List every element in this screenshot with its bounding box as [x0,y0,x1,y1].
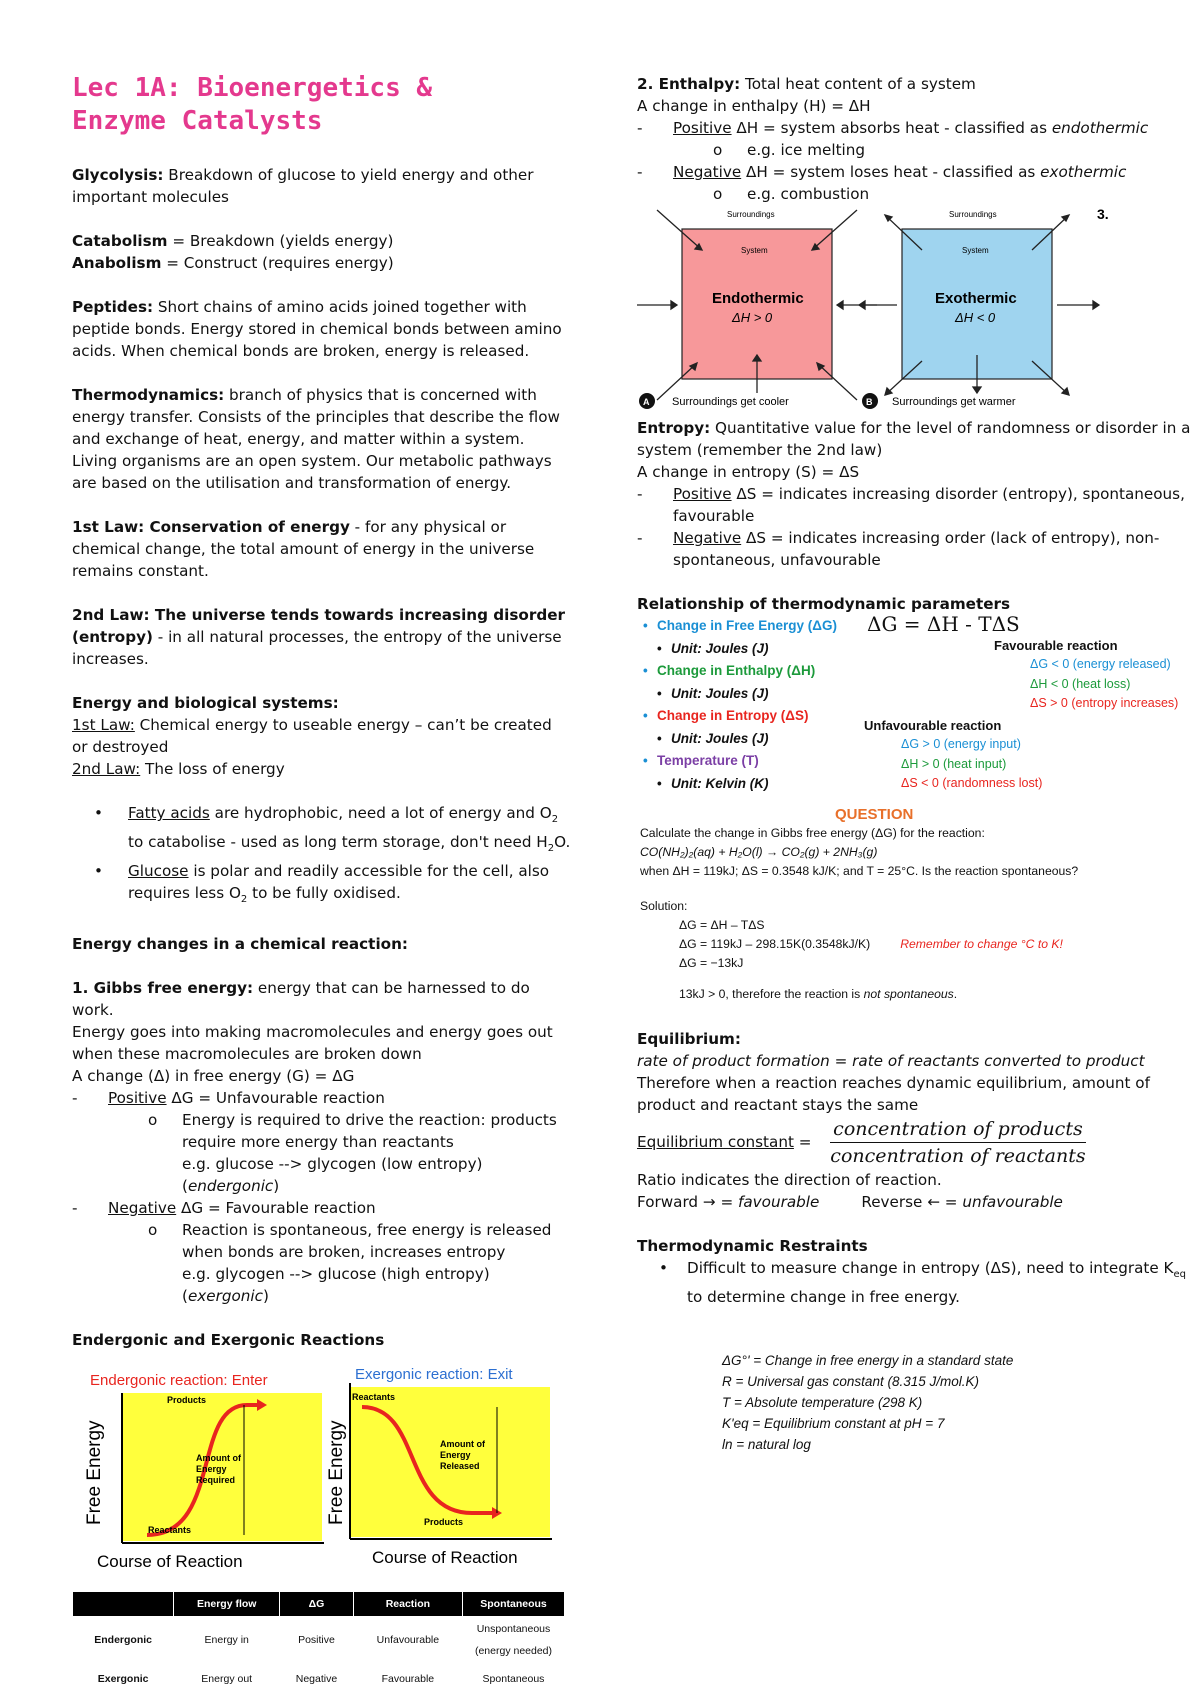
table-row [73,1617,565,1664]
fatty-acids-bullet: • Fatty acids are hydrophobic, need a lot of energy and $O_2$ to catabolise - used as long term storage, don't need $H_2O$. [72,802,572,860]
question-block [637,805,1197,1004]
solution-step2: ΔG = 119kJ – 298.15K(0.3548kJ/K) [679,937,871,951]
table-cell: Energy out [201,1673,253,1686]
equilibrium-heading: Equilibrium: [637,1030,741,1048]
endergonic-reactants: Reactants [148,1525,192,1536]
rel-item-t: • Temperature (T) [643,750,837,773]
table-header: Reaction [353,1592,462,1617]
relationship-block [637,612,1197,791]
rel-item-dh: • Change in Enthalpy (ΔH) [643,660,837,683]
relationship-heading: Relationship of thermodynamic parameters [637,595,1011,613]
gibbs-change: A change (Δ) in free energy (G) = ΔG [72,1067,355,1086]
title-line-1: Lec 1A: Bioenergetics & [72,73,433,103]
rel-item-ds: • Change in Entropy (ΔS) [643,705,837,728]
solution-step2-row [637,935,1197,954]
solution-step1: ΔG = ΔH – TΔS [679,918,765,932]
table-header: Energy flow [174,1592,280,1617]
solution-label: Solution: [640,899,688,913]
positive-dh-example: o e.g. ice melting [637,139,1197,161]
exergonic-x-label: Course of Reaction [372,1548,518,1568]
energy-summary-table [72,1591,565,1695]
question-title: QUESTION [835,806,914,823]
rel-unit-t: • Unit: Kelvin (K) [643,773,837,796]
endergonic-products: Products [167,1395,207,1406]
exergonic-released-3: Released [440,1461,480,1472]
equilibrium-constant-row: Equilibrium constant = $\frac{\text{concentration of products}}{\text{concentration of reactants}}$ [637,1118,1086,1167]
endo-eq: ΔH > 0 [732,310,773,325]
unfav-dg: ΔG > 0 (energy input) [901,737,1021,751]
table-cell: Positive [298,1634,335,1647]
label-a: A [643,397,650,407]
peptides-paragraph: Peptides: Short chains of amino acids joined together with peptide bonds. Energy stored in chemical bonds between amino acids. When chemical bonds are broken, energy is released. [72,298,562,360]
equilibrium-text: Therefore when a reaction reaches dynamic equilibrium, amount of product and reactant stays the same [637,1074,1150,1114]
fav-ds: ΔS > 0 (entropy increases) [1030,696,1179,710]
restraints-bullet: • Difficult to measure change in entropy (ΔS), need to integrate $K_{eq}$ to determine change in free energy. [637,1257,1197,1308]
caption-b: Surroundings get warmer [892,396,1016,408]
negative-dg-example: e.g. glycogen --> glucose (high entropy) (exergonic) [182,1265,490,1306]
equilibrium-italic: rate of product formation = rate of reactants converted to product [637,1052,1145,1070]
negative-dg-item: - Negative ΔG = Favourable reaction [72,1197,572,1219]
question-reaction: CO(NH₂)₂(aq) + H₂O(l) → CO₂(g) + 2NH₃(g) [640,845,878,859]
exergonic-products: Products [424,1517,464,1528]
endo-title: Endothermic [712,290,804,307]
ratio-text: Ratio indicates the direction of reaction. [637,1171,942,1189]
second-law-paragraph: 2nd Law: The universe tends towards increasing disorder (entropy) - in all natural processes, the entropy of the universe increases. [72,606,565,668]
table-header [73,1592,174,1617]
glycolysis-paragraph: Glycolysis: Breakdown of glucose to yield energy and other important molecules [72,166,534,206]
enthalpy-change: A change in enthalpy (H) = ΔH [637,97,871,115]
exo-eq: ΔH < 0 [955,310,996,325]
fav-dg: ΔG < 0 (energy released) [1030,657,1171,671]
table-row [73,1663,565,1695]
table-header: Spontaneous [463,1592,565,1617]
exo-title: Exothermic [935,290,1017,307]
question-line1: Calculate the change in Gibbs free energy (ΔG) for the reaction: [640,826,985,840]
endergonic-x-label: Course of Reaction [97,1552,243,1572]
table-header-row [73,1592,565,1617]
table-cell: Unfavourable [376,1634,440,1647]
legend-line: ln = natural log [722,1437,811,1453]
energy-diagrams [72,1365,572,1585]
exo-system: System [962,246,989,255]
endo-exo-figure [637,205,1157,417]
table-cell: Spontaneous [482,1673,545,1686]
negative-dh-item: - Negative ΔH = system loses heat - classified as exothermic [637,161,1197,183]
unfav-ds: ΔS < 0 (randomness lost) [901,776,1043,790]
endergonic-exergonic-heading: Endergonic and Exergonic Reactions [72,1331,385,1350]
negative-dh-example: o e.g. combustion [637,183,1197,205]
exergonic-released-2: Energy [440,1450,471,1461]
glucose-bullet: • Glucose is polar and readily accessible for the cell, also requires less $O_2$ to be fully oxidised. [72,860,572,911]
ebs-law1: 1st Law: Chemical energy to useable energy – can’t be created or destroyed [72,716,552,756]
symbols-legend [637,1350,1197,1455]
exergonic-reactants: Reactants [352,1392,396,1403]
unfav-dh: ΔH > 0 (heat input) [901,756,1007,771]
positive-dg-example: e.g. glucose --> glycogen (low entropy) (endergonic) [182,1155,483,1196]
unfavourable-label: Unfavourable reaction [864,718,1002,733]
endergonic-required-2: Energy [196,1464,227,1475]
table-cell: Negative [295,1673,338,1686]
legend-line: K'eq = Equilibrium constant at pH = 7 [722,1416,945,1432]
positive-dg-item: - Positive ΔG = Unfavourable reaction [72,1087,572,1109]
fav-dh: ΔH < 0 (heat loss) [1030,676,1131,691]
solution-note: Remember to change °C to K! [900,937,1063,951]
three-label: 3. [1097,206,1109,222]
rel-item-dg: • Change in Free Energy (ΔG) [643,615,837,638]
positive-dh-item: - Positive ΔH = system absorbs heat - classified as endothermic [637,117,1197,139]
thermodynamics-paragraph: Thermodynamics: branch of physics that is concerned with energy transfer. Consists of the principles that describe the flow and exchange of heat, energy, and matter within a system. Living organisms are an open system. Our metabolic pathways are based on the utilisation and transformation of energy. [72,386,560,492]
left-column [72,64,572,1695]
negative-dg-sub: o Reaction is spontaneous, free energy is released when bonds are broken, increases entropy [72,1219,572,1263]
title-line-2: Enzyme Catalysts [72,106,323,136]
table-cell: Energy in [204,1634,249,1647]
catabolism-line: Catabolism = Breakdown (yields energy) [72,232,394,250]
equilibrium-fraction [830,1118,1085,1167]
equilibrium-constant-label: Equilibrium constant [637,1133,794,1151]
endergonic-required-3: Required [196,1475,236,1486]
rel-unit-dh: • Unit: Joules (J) [643,683,837,706]
legend-line: T = Absolute temperature (298 K) [722,1395,923,1411]
ebs-law2: 2nd Law: The loss of energy [72,760,285,778]
gibbs-equation: ΔG = ΔH - TΔS [867,612,1020,636]
endergonic-required-1: Amount of [196,1453,241,1464]
exergonic-title: Exergonic reaction: Exit [355,1366,513,1384]
right-column [637,73,1197,1455]
exergonic-released-1: Amount of [440,1439,485,1450]
solution-step3: ΔG = −13kJ [679,956,744,970]
entropy-change: A change in entropy (S) = ΔS [637,463,860,481]
question-line3: when ΔH = 119kJ; ΔS = 0.3548 kJ/K; and T = 25°C. Is the reaction spontaneous? [640,864,1079,878]
gibbs-paragraph: 1. Gibbs free energy: energy that can be harnessed to do work. [72,979,530,1020]
table-header: ΔG [280,1592,354,1617]
legend-line: R = Universal gas constant (8.315 J/mol.K) [722,1374,979,1390]
page-title [72,72,572,138]
endergonic-title: Endergonic reaction: Enter [90,1372,268,1390]
table-cell: Unspontaneous (energy needed) [474,1623,553,1658]
endergonic-y-label: Free Energy [84,1420,105,1526]
restraints-heading: Thermodynamic Restraints [637,1237,868,1255]
favourable-label: Favourable reaction [994,638,1118,653]
rel-unit-ds: • Unit: Joules (J) [643,728,837,751]
endo-system: System [741,246,768,255]
energy-changes-heading: Energy changes in a chemical reaction: [72,935,408,954]
fraction-denominator: concentration of reactants [830,1145,1086,1167]
rel-unit-dg: • Unit: Joules (J) [643,638,837,661]
table-cell: Exergonic [97,1673,149,1686]
positive-dg-sub: o Energy is required to drive the reaction: products require more energy than reactants [72,1109,572,1153]
legend-line: ΔG°' = Change in free energy in a standard state [722,1353,1014,1369]
anabolism-line: Anabolism = Construct (requires energy) [72,254,394,272]
enthalpy-heading: 2. Enthalpy: Total heat content of a system [637,75,976,93]
energy-bio-systems-heading: Energy and biological systems: [72,694,339,712]
table-cell: Endergonic [94,1634,152,1647]
positive-ds-item: - Positive ΔS = indicates increasing disorder (entropy), spontaneous, favourable [637,483,1197,527]
endo-surroundings: Surroundings [727,210,775,219]
fraction-numerator: concentration of products [830,1118,1085,1143]
solution-conclusion: 13kJ > 0, therefore the reaction is not spontaneous. [679,987,958,1001]
exergonic-y-label: Free Energy [326,1420,347,1526]
first-law-paragraph: 1st Law: Conservation of energy - for any physical or chemical change, the total amount of energy in the universe remains constant. [72,518,535,580]
caption-a: Surroundings get cooler [672,396,789,408]
negative-ds-item: - Negative ΔS = indicates increasing order (lack of entropy), non-spontaneous, unfavourable [637,527,1197,571]
exo-surroundings: Surroundings [949,210,997,219]
entropy-heading: Entropy: Quantitative value for the level of randomness or disorder in a system (remember the 2nd law) [637,419,1191,459]
gibbs-line2: Energy goes into making macromolecules and energy goes out when these macromolecules are broken down [72,1023,553,1064]
table-cell: Favourable [381,1673,435,1686]
direction-line: Forward → = favourable Reverse ← = unfavourable [637,1193,1063,1211]
label-b: B [866,397,873,407]
